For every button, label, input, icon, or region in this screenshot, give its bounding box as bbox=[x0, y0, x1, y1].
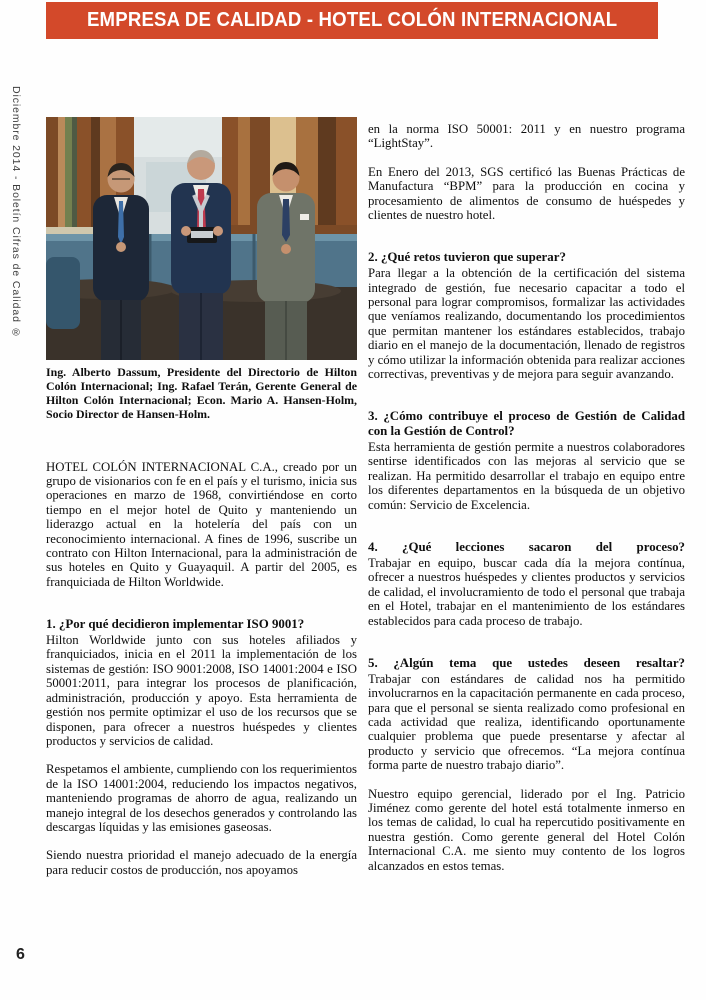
article-paragraph: Para llegar a la obtención de la certificación del sistema integrado de gestión, fue necesario capacitar a todo el personal para lograr compromisos, formalizar las actividades que veníamos realizando, documentando los procedimientos que permitan mantener los estándares establecidos, trabajo diario en el manejo de la documentación, llenado de registros y cómo utilizar la información obtenida para realizar acciones correctivas, preventivas y de mejora para seguir avanzando. bbox=[368, 266, 685, 382]
article-paragraph: Hilton Worldwide junto con sus hoteles afiliados y franquiciados, inicia en el 2011 la implementación de los sistemas de gestión: ISO 9001:2008, ISO 14001:2004 e ISO 50001:2011, para integrar los procesos de planificación, administración, producción y apoyo. Esta herramienta de gestión nos permite optimizar el uso de los recursos que se disponen, para ofrecer a nuestros huéspedes y clientes productos y servicios de calidad. bbox=[46, 633, 357, 748]
left-column bbox=[46, 117, 357, 891]
section-heading-2: 2. ¿Qué retos tuvieron que superar? bbox=[368, 250, 566, 265]
page-number: 6 bbox=[16, 946, 25, 963]
article-paragraph: Esta herramienta de gestión permite a nuestros colaboradores sentirse identificados con las mejoras al servicio que se realizan. Ha permitido desarrollar el trabajo en equipo entre los diferentes departamentos en la búsqueda de un objetivo común: Servicio de Excelencia. bbox=[368, 440, 685, 512]
section-heading-1: 1. ¿Por qué decidieron implementar ISO 9001? bbox=[46, 617, 305, 632]
executives-trophy-photo-illustration bbox=[46, 117, 357, 360]
article-paragraph: En Enero del 2013, SGS certificó las Buenas Prácticas de Manufactura “BPM” para la producción en cocina y procesamiento de alimentos de consumo de huéspedes y clientes de nuestro hotel. bbox=[368, 164, 685, 223]
article-paragraph-closing: Nuestro equipo gerencial, liderado por el Ing. Patricio Jiménez como gerente del hotel está totalmente inmerso en los temas de calidad, lo cual ha repercutido positivamente en nuestra gestión. Como gerente general del Hotel Colón Internacional C.A. me siento muy contento de los logros alcanzados en estos temas. bbox=[368, 786, 685, 873]
article-paragraph-intro: HOTEL COLÓN INTERNACIONAL C.A., creado por un grupo de visionarios con fe en el país y el turismo, inicia sus operaciones en marzo de 1968, convirtiéndose en corto tiempo en el mejor hotel de Quito y manteniendo un liderazgo actual en la hotelería del país con un reconocimiento internacional. A fines de 1996, suscribe un contrato con Hilton Internacional, para la administración de sus hoteles en Quito y Guayaquil. A partir del 2005, es franquiciada de Hilton Worldwide. bbox=[46, 459, 357, 589]
right-column bbox=[368, 117, 685, 887]
page-title: EMPRESA DE CALIDAD - HOTEL COLÓN INTERNACIONAL bbox=[86, 9, 618, 31]
photo-caption: Ing. Alberto Dassum, Presidente del Directorio de Hilton Colón Internacional; Ing. Rafael Terán, Gerente General de Hilton Colón Internacional; Econ. Mario A. Hansen-Holm, Socio Director de Hansen-Holm. bbox=[46, 365, 357, 421]
page-header-banner bbox=[46, 2, 658, 39]
article-paragraph: Trabajar con estándares de calidad nos ha permitido involucrarnos en la capacitación permanente en cada proceso, para que el personal se sienta realizado como profesional en cada actividad que realiza, identificando oportunamente cualquier problema que puede presentarse y afectar al producto y servicio que ofrecemos. “La mejora contínua forma parte de nuestro trabajo diario”. bbox=[368, 671, 685, 773]
article-paragraph: en la norma ISO 50001: 2011 y en nuestro programa “LightStay”. bbox=[368, 122, 685, 151]
section-heading-4: 4. ¿Qué lecciones sacaron del proceso? bbox=[368, 540, 685, 555]
article-paragraph: Respetamos el ambiente, cumpliendo con los requerimientos de la ISO 14001:2004, reduciendo los impactos negativos, manteniendo programas de ahorro de agua, realizando un manejo integral de los desechos generados y controlando las descargas líquidas y las emisiones gaseosas. bbox=[46, 762, 357, 834]
article-paragraph: Siendo nuestra prioridad el manejo adecuado de la energía para reducir costos de producción, nos apoyamos bbox=[46, 848, 357, 877]
edition-vertical-label: Diciembre 2014 - Boletín Cifras de Calidad ® bbox=[10, 86, 22, 340]
section-heading-3: 3. ¿Cómo contribuye el proceso de Gestión de Calidad con la Gestión de Control? bbox=[368, 409, 685, 439]
article-paragraph: Trabajar en equipo, buscar cada día la mejora contínua, ofrecer a nuestros huéspedes y clientes productos y servicios de calidad, el involucramiento de todo el personal que trabaja en el Hotel, trabajar en el mantenimiento de los estándares establecidos para cada proceso de trabajo. bbox=[368, 555, 685, 628]
section-heading-5: 5. ¿Algún tema que ustedes deseen resaltar? bbox=[368, 655, 685, 670]
article-photo bbox=[46, 117, 357, 360]
